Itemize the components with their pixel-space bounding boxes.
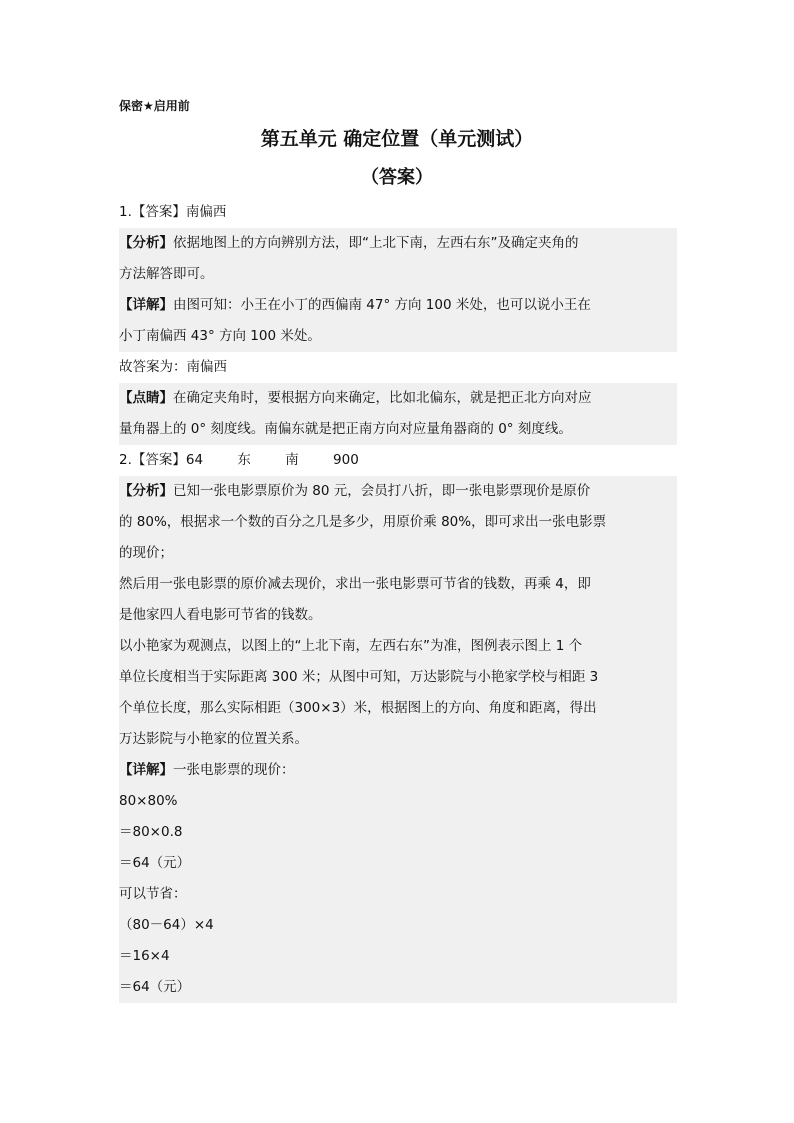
- q1-tip-text-1: 在确定夹角时，要根据方向来确定，比如北偏东，就是把正北方向对应: [173, 390, 592, 406]
- q1-conclusion: 故答案为：南偏西: [119, 359, 227, 375]
- q2-detail-text-1: 一张电影票的现价：: [173, 762, 295, 778]
- q2-analysis-line-6: 以小艳家为观测点，以图上的“上北下南，左西右东”为准，图例表示图上 1 个: [119, 631, 677, 662]
- q1-tip-line-2: 量角器上的 0° 刻度线。南偏东就是把正南方向对应量角器商的 0° 刻度线。: [119, 414, 677, 445]
- q2-answer: 64 东 南 900: [185, 452, 359, 468]
- q2-detail-tag: 【详解】: [119, 762, 173, 778]
- q2-analysis-tag: 【分析】: [119, 483, 173, 499]
- q2-calc-2: ＝80×0.8: [119, 817, 677, 848]
- q1-answer: 南偏西: [185, 204, 227, 220]
- q2-save-label: 可以节省：: [119, 879, 677, 910]
- q2-calc-6: ＝64（元）: [119, 972, 677, 1003]
- q1-analysis-line-1: [119, 228, 677, 259]
- q1-detail-line-1: [119, 290, 677, 321]
- q1-analysis-tag: 【分析】: [119, 235, 173, 251]
- q2-analysis-line-2: 的 80%，根据求一个数的百分之几是多少，用原价乘 80%，即可求出一张电影票: [119, 507, 677, 538]
- q1-detail-line-2: 小丁南偏西 43° 方向 100 米处。: [119, 321, 677, 352]
- q1-detail-text-1: 由图可知：小王在小丁的西偏南 47° 方向 100 米处，也可以说小王在: [173, 297, 591, 313]
- q2-analysis-text-1: 已知一张电影票原价为 80 元，会员打八折，即一张电影票现价是原价: [173, 483, 591, 499]
- q2-analysis-line-7: 单位长度相当于实际距离 300 米；从图中可知，万达影院与小艳家学校与相距 3: [119, 662, 677, 693]
- q1-answer-line: [119, 197, 677, 228]
- q2-answer-tag: 2.【答案】: [119, 452, 186, 468]
- q2-analysis-line-3: 的现价；: [119, 538, 677, 569]
- page-title: 第五单元 确定位置（单元测试）: [260, 128, 534, 150]
- q1-tip-tag: 【点睛】: [119, 390, 173, 406]
- q2-detail-line-1: [119, 755, 677, 786]
- q2-calc-3: ＝64（元）: [119, 848, 677, 879]
- q2-calc-1: 80×80%: [119, 786, 677, 817]
- q2-analysis-line-8: 个单位长度，那么实际相距（300×3）米，根据图上的方向、角度和距离，得出: [119, 693, 677, 724]
- q2-analysis-line-9: 万达影院与小艳家的位置关系。: [119, 724, 677, 755]
- confidential-mark: 保密★启用前: [119, 99, 190, 113]
- q1-tip-line-1: [119, 383, 677, 414]
- q2-analysis-line-1: [119, 476, 677, 507]
- q2-analysis-line-4: 然后用一张电影票的原价减去现价，求出一张电影票可节省的钱数，再乘 4，即: [119, 569, 677, 600]
- q1-analysis-text-1: 依据地图上的方向辨别方法，即“上北下南，左西右东”及确定夹角的: [173, 235, 579, 251]
- q1-answer-tag: 1.【答案】: [119, 204, 186, 220]
- q2-analysis-line-5: 是他家四人看电影可节省的钱数。: [119, 600, 677, 631]
- q2-answer-line: [119, 445, 677, 476]
- q2-calc-5: ＝16×4: [119, 941, 677, 972]
- q2-calc-4: （80－64）×4: [119, 910, 677, 941]
- q1-analysis-line-2: 方法解答即可。: [119, 259, 677, 290]
- q1-detail-tag: 【详解】: [119, 297, 173, 313]
- page-subtitle: （答案）: [361, 167, 433, 188]
